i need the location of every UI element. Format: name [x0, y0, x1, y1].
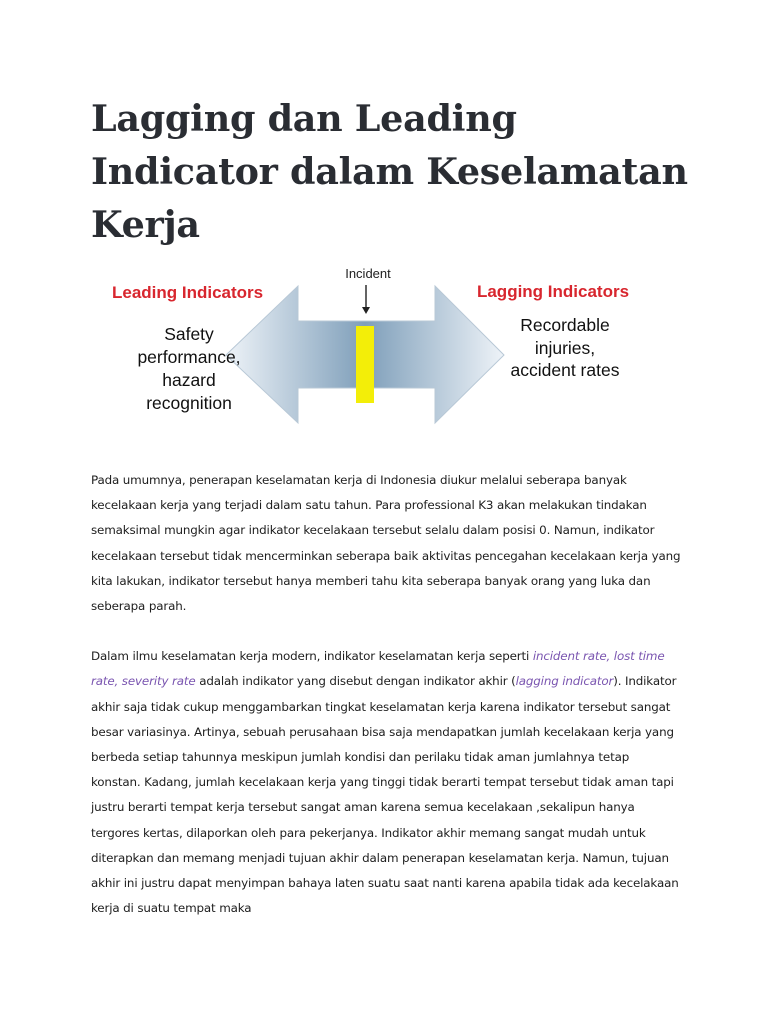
- leading-text-line-2: performance,: [137, 347, 241, 367]
- indicator-diagram: [98, 255, 643, 445]
- paragraph-2: [91, 644, 681, 921]
- lagging-text-line-1: Recordable: [520, 315, 610, 335]
- incident-marker: [356, 326, 374, 403]
- indicator-diagram-svg: [98, 255, 643, 445]
- paragraph-2-part-2: adalah indikator yang disebut dengan indikator akhir (: [195, 674, 516, 689]
- leading-text-line-4: recognition: [146, 393, 232, 413]
- paragraph-2-part-3: ). Indikator akhir saja tidak cukup menggambarkan tingkat keselamatan kerja karena indikator tersebut sangat besar variasinya. Artinya, sebuah perusahaan bisa saja mendapatkan jumlah kecelakaan kerja yang berbeda setiap tahunnya meskipun jumlah kondisi dan perilaku tidak aman jumlahnya tetap konstan. Kadang, jumlah kecelakaan kerja yang tinggi tidak berarti tempat tersebut tidak aman tapi justru berarti tempat kerja tersebut sangat aman karena semua kecelakaan ,sekalipun hanya tergores kertas, dilaporkan oleh para pekerjanya. Indikator akhir memang sangat mudah untuk diterapkan dan memang menjadi tujuan akhir dalam penerapan keselamatan kerja. Namun, tujuan akhir ini justru dapat menyimpan bahaya laten suatu saat nanti karena apabila tidak ada kecelakaan kerja di suatu tempat maka: [91, 674, 679, 916]
- lagging-text-line-3: accident rates: [510, 360, 620, 380]
- lagging-indicators-heading: Lagging Indicators: [476, 282, 630, 301]
- paragraph-2-emphasis-1: incident rate, lost time rate, severity rate: [91, 649, 665, 689]
- paragraph-2-emphasis-2: lagging indicator: [515, 674, 614, 689]
- lagging-text-line-2: injuries,: [534, 338, 596, 358]
- paragraph-2-part-1: Dalam ilmu keselamatan kerja modern, indikator keselamatan kerja seperti: [91, 649, 533, 664]
- paragraph-1: Pada umumnya, penerapan keselamatan kerja di Indonesia diukur melalui seberapa banyak kecelakaan kerja yang terjadi dalam satu tahun. Para professional K3 akan melakukan tindakan semaksimal mungkin agar indikator kecelakaan tersebut selalu dalam posisi 0. Namun, indikator kecelakaan tersebut tidak mencerminkan seberapa baik aktivitas pencegahan kecelakaan kerja yang kita lakukan, indikator tersebut hanya memberi tahu kita seberapa banyak orang yang luka dan seberapa parah.: [91, 473, 681, 614]
- incident-label: Incident: [345, 266, 391, 281]
- leading-indicators-heading: Leading Indicators: [112, 283, 264, 302]
- page-title: Lagging dan Leading Indicator dalam Keselamatan Kerja: [91, 97, 688, 246]
- incident-pointer-arrowhead: [362, 307, 370, 314]
- article-body: [91, 468, 681, 946]
- leading-text-line-1: Safety: [164, 324, 214, 344]
- leading-text-line-3: hazard: [162, 370, 216, 390]
